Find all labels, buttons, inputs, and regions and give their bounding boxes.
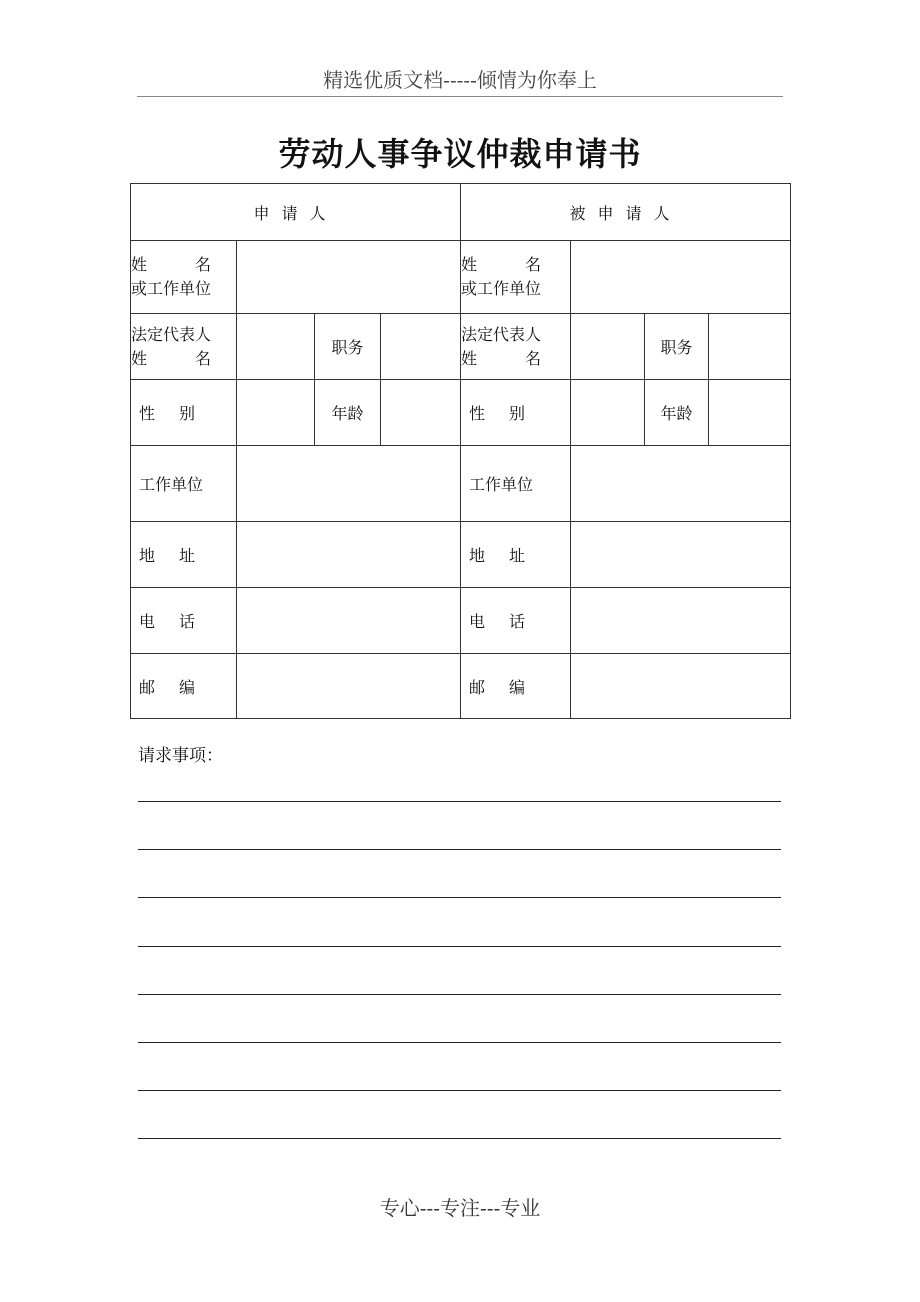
header-divider xyxy=(137,96,783,97)
applicant-position-value[interactable] xyxy=(381,314,461,380)
respondent-name-value[interactable] xyxy=(571,241,791,314)
respondent-gender-label: 性 别 xyxy=(461,380,571,446)
respondent-postcode-value[interactable] xyxy=(571,654,791,719)
respondent-address-label: 地 址 xyxy=(461,522,571,588)
respondent-work-unit-value[interactable] xyxy=(571,446,791,522)
applicant-header: 申请人 xyxy=(131,184,461,241)
applicant-gender-value[interactable] xyxy=(237,380,315,446)
document-title: 劳动人事争议仲裁申请书 xyxy=(278,135,642,173)
applicant-postcode-label: 邮 编 xyxy=(131,654,237,719)
applicant-name-label: 姓 名 或工作单位 xyxy=(131,241,237,314)
request-line-8[interactable] xyxy=(138,1138,781,1139)
respondent-phone-label: 电 话 xyxy=(461,588,571,654)
respondent-position-value[interactable] xyxy=(709,314,791,380)
applicant-age-label: 年龄 xyxy=(315,380,381,446)
respondent-name-label: 姓 名 或工作单位 xyxy=(461,241,571,314)
applicant-work-unit-value[interactable] xyxy=(237,446,461,522)
applicant-position-label: 职务 xyxy=(315,314,381,380)
applicant-legal-rep-value[interactable] xyxy=(237,314,315,380)
respondent-legal-rep-value[interactable] xyxy=(571,314,645,380)
request-line-7[interactable] xyxy=(138,1090,781,1091)
respondent-work-unit-label: 工作单位 xyxy=(461,446,571,522)
applicant-address-value[interactable] xyxy=(237,522,461,588)
request-line-1[interactable] xyxy=(138,801,781,802)
request-line-2[interactable] xyxy=(138,849,781,850)
request-line-4[interactable] xyxy=(138,946,781,947)
request-line-5[interactable] xyxy=(138,994,781,995)
applicant-phone-label: 电 话 xyxy=(131,588,237,654)
applicant-gender-label: 性 别 xyxy=(131,380,237,446)
respondent-header: 被申请人 xyxy=(461,184,791,241)
respondent-age-label: 年龄 xyxy=(645,380,709,446)
page-header: 精选优质文档-----倾情为你奉上 xyxy=(323,68,597,92)
respondent-address-value[interactable] xyxy=(571,522,791,588)
respondent-age-value[interactable] xyxy=(709,380,791,446)
request-line-6[interactable] xyxy=(138,1042,781,1043)
applicant-age-value[interactable] xyxy=(381,380,461,446)
respondent-legal-rep-label: 法定代表人 姓 名 xyxy=(461,314,571,380)
respondent-phone-value[interactable] xyxy=(571,588,791,654)
respondent-postcode-label: 邮 编 xyxy=(461,654,571,719)
request-line-3[interactable] xyxy=(138,897,781,898)
applicant-address-label: 地 址 xyxy=(131,522,237,588)
applicant-name-value[interactable] xyxy=(237,241,461,314)
respondent-position-label: 职务 xyxy=(645,314,709,380)
applicant-postcode-value[interactable] xyxy=(237,654,461,719)
respondent-gender-value[interactable] xyxy=(571,380,645,446)
request-items-label: 请求事项： xyxy=(138,746,223,766)
applicant-phone-value[interactable] xyxy=(237,588,461,654)
page-footer: 专心---专注---专业 xyxy=(379,1196,541,1220)
applicant-work-unit-label: 工作单位 xyxy=(131,446,237,522)
applicant-legal-rep-label: 法定代表人 姓 名 xyxy=(131,314,237,380)
arbitration-form-table xyxy=(130,183,791,719)
